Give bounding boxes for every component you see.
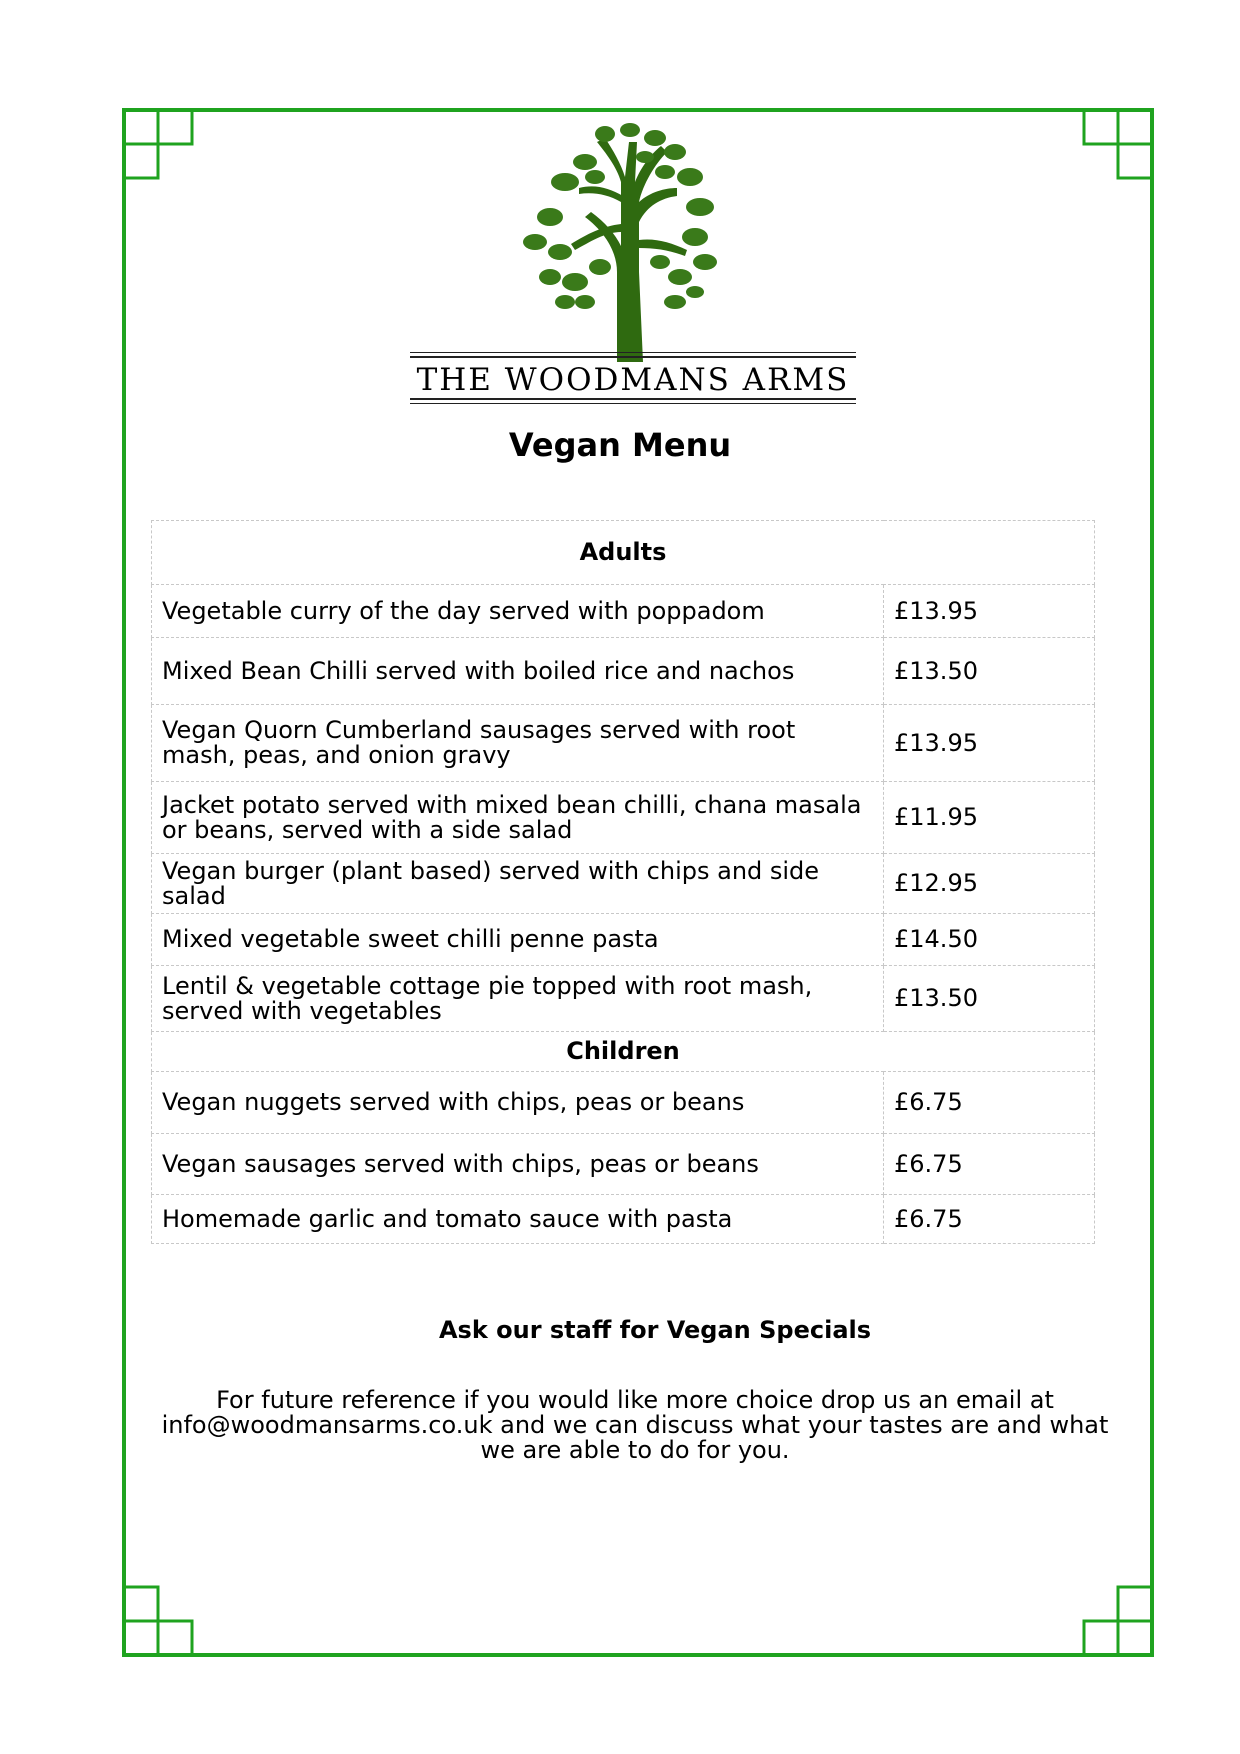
vegan-specials-note: Ask our staff for Vegan Specials <box>438 1316 872 1344</box>
menu-item-name: Lentil & vegetable cottage pie topped with root mash, served with vegetables <box>152 966 884 1032</box>
menu-item-row <box>152 966 1095 1032</box>
menu-item-price: £14.50 <box>884 914 1095 966</box>
menu-item-row <box>152 1134 1095 1195</box>
section-heading-children: Children <box>152 1032 1095 1072</box>
menu-item-price: £13.50 <box>884 966 1095 1032</box>
menu-item-name: Vegan Quorn Cumberland sausages served with root mash, peas, and onion gravy <box>152 705 884 782</box>
menu-item-name: Vegan sausages served with chips, peas or beans <box>152 1134 884 1195</box>
menu-item-row <box>152 914 1095 966</box>
menu-item-price: £11.95 <box>884 782 1095 854</box>
menu-item-row <box>152 638 1095 705</box>
contact-note: For future reference if you would like more choice drop us an email at info@woodmansarms.co.uk and we can discuss what your tastes are and what we are able to do for you. <box>161 1386 1109 1464</box>
menu-item-row <box>152 1195 1095 1244</box>
section-header-row <box>152 1032 1095 1072</box>
menu-item-row <box>152 854 1095 914</box>
menu-item-name: Homemade garlic and tomato sauce with pasta <box>152 1195 884 1244</box>
menu-item-row <box>152 705 1095 782</box>
menu-item-row <box>152 1072 1095 1134</box>
menu-item-price: £12.95 <box>884 854 1095 914</box>
corner-ornament-top-left <box>122 108 194 180</box>
menu-item-row <box>152 782 1095 854</box>
menu-title: Vegan Menu <box>508 426 732 464</box>
menu-item-price: £13.95 <box>884 705 1095 782</box>
corner-ornament-top-right <box>1082 108 1154 180</box>
menu-item-name: Vegan nuggets served with chips, peas or beans <box>152 1072 884 1134</box>
menu-item-name: Vegan burger (plant based) served with chips and side salad <box>152 854 884 914</box>
menu-table <box>151 520 1095 1244</box>
section-heading-adults: Adults <box>152 521 1095 585</box>
menu-item-price: £6.75 <box>884 1195 1095 1244</box>
menu-item-name: Jacket potato served with mixed bean chilli, chana masala or beans, served with a side salad <box>152 782 884 854</box>
menu-item-name: Mixed vegetable sweet chilli penne pasta <box>152 914 884 966</box>
corner-ornament-bottom-left <box>122 1585 194 1657</box>
corner-ornament-bottom-right <box>1082 1585 1154 1657</box>
menu-item-price: £6.75 <box>884 1072 1095 1134</box>
oak-tree-icon <box>505 122 755 362</box>
menu-item-name: Vegetable curry of the day served with poppadom <box>152 585 884 638</box>
menu-item-price: £6.75 <box>884 1134 1095 1195</box>
section-header-row <box>152 521 1095 585</box>
menu-item-price: £13.50 <box>884 638 1095 705</box>
brand-name: THE WOODMANS ARMS <box>410 356 856 400</box>
menu-item-row <box>152 585 1095 638</box>
menu-item-name: Mixed Bean Chilli served with boiled rice and nachos <box>152 638 884 705</box>
menu-item-price: £13.95 <box>884 585 1095 638</box>
